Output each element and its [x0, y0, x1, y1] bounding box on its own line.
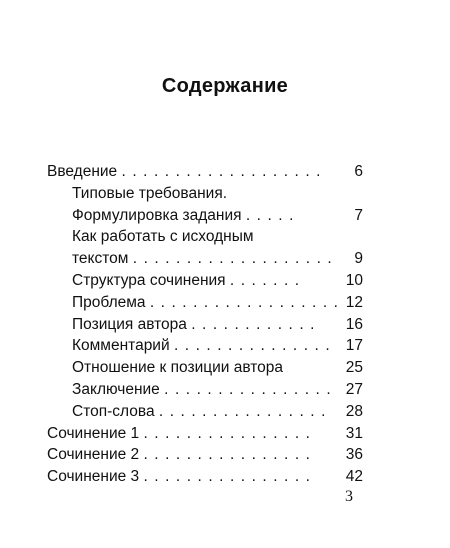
toc-leader-dots: . . . . . . . . . . . . . . . . [143, 446, 312, 464]
toc-entry-text: Проблема [72, 293, 146, 311]
toc-leader-dots: . . . . . . . . . . . . . . . [173, 337, 331, 355]
table-of-contents [47, 161, 363, 488]
toc-entry-author-position [47, 314, 363, 336]
toc-page-number: 42 [345, 468, 363, 486]
toc-entry-text: Сочинение 3 [47, 468, 140, 486]
toc-entry-essay-3 [47, 466, 363, 488]
toc-entry-problem [47, 292, 363, 314]
toc-leader-dots: . . . . . . . [229, 271, 301, 289]
toc-entry-text: Типовые требования. [72, 184, 228, 202]
toc-page-number: 6 [354, 163, 363, 180]
toc-leader-dots: . . . . . . . . . . . . . . . . [143, 468, 312, 486]
toc-leader-dots: . . . . . . . . . . . . . . . . . . . [121, 163, 322, 180]
toc-leader-dots: . . . . . . . . . . . . [191, 315, 316, 333]
toc-page-number: 25 [345, 359, 363, 377]
toc-page-number: 7 [354, 206, 363, 224]
toc-page-number: 28 [345, 402, 363, 420]
toc-entry-requirements [47, 183, 363, 205]
toc-leader-dots: . . . . . . . . . . . . . . . . [158, 402, 327, 420]
toc-entry-text: Позиция автора [72, 315, 187, 333]
toc-entry-text: Формулировка задания [72, 206, 242, 224]
toc-entry-text: Введение [47, 163, 118, 180]
toc-page-number: 10 [345, 271, 363, 289]
toc-entry-commentary [47, 335, 363, 357]
toc-entry-text: Заключение [72, 380, 160, 398]
page-number: 3 [345, 488, 353, 505]
toc-entry-text: Стоп-слова [72, 402, 155, 420]
toc-page-number: 31 [345, 424, 363, 442]
toc-entry-text: Структура сочинения [72, 271, 226, 289]
toc-entry-essay-2 [47, 444, 363, 466]
toc-entry-introduction [47, 161, 363, 183]
page-title: Содержание [161, 75, 289, 97]
toc-leader-dots: . . . . . . . . . . . . . . . . . . . [132, 250, 333, 268]
toc-entry-conclusion [47, 379, 363, 401]
toc-entry-text: Как работать с исходным [72, 228, 254, 246]
toc-page-number: 9 [354, 250, 363, 268]
toc-entry-source-text-cont [47, 248, 363, 270]
toc-entry-text: Сочинение 1 [47, 424, 140, 442]
toc-page-number: 12 [345, 293, 363, 311]
toc-entry-text: текстом [72, 250, 129, 268]
toc-entry-essay-1 [47, 423, 363, 445]
toc-leader-dots: . . . . . . . . . . . . . . . . [143, 424, 312, 442]
toc-entry-task-wording [47, 205, 363, 227]
toc-page-number: 16 [345, 315, 363, 333]
toc-entry-text: Сочинение 2 [47, 446, 140, 464]
toc-entry-source-text [47, 226, 363, 248]
toc-page-number: 17 [345, 337, 363, 355]
toc-entry-text: Комментарий [72, 337, 170, 355]
toc-leader-dots: . . . . . [245, 206, 295, 224]
toc-entry-stop-words [47, 401, 363, 423]
toc-entry-essay-structure [47, 270, 363, 292]
toc-entry-attitude [47, 357, 363, 379]
toc-leader-dots: . . . . . . . . . . . . . . . . [164, 380, 332, 398]
toc-page-number: 36 [345, 446, 363, 464]
toc-leader-dots: . . . . . . . . . . . . . . . . . . [149, 293, 340, 311]
toc-entry-text: Отношение к позиции автора [72, 359, 284, 377]
toc-page-number: 27 [345, 380, 363, 398]
